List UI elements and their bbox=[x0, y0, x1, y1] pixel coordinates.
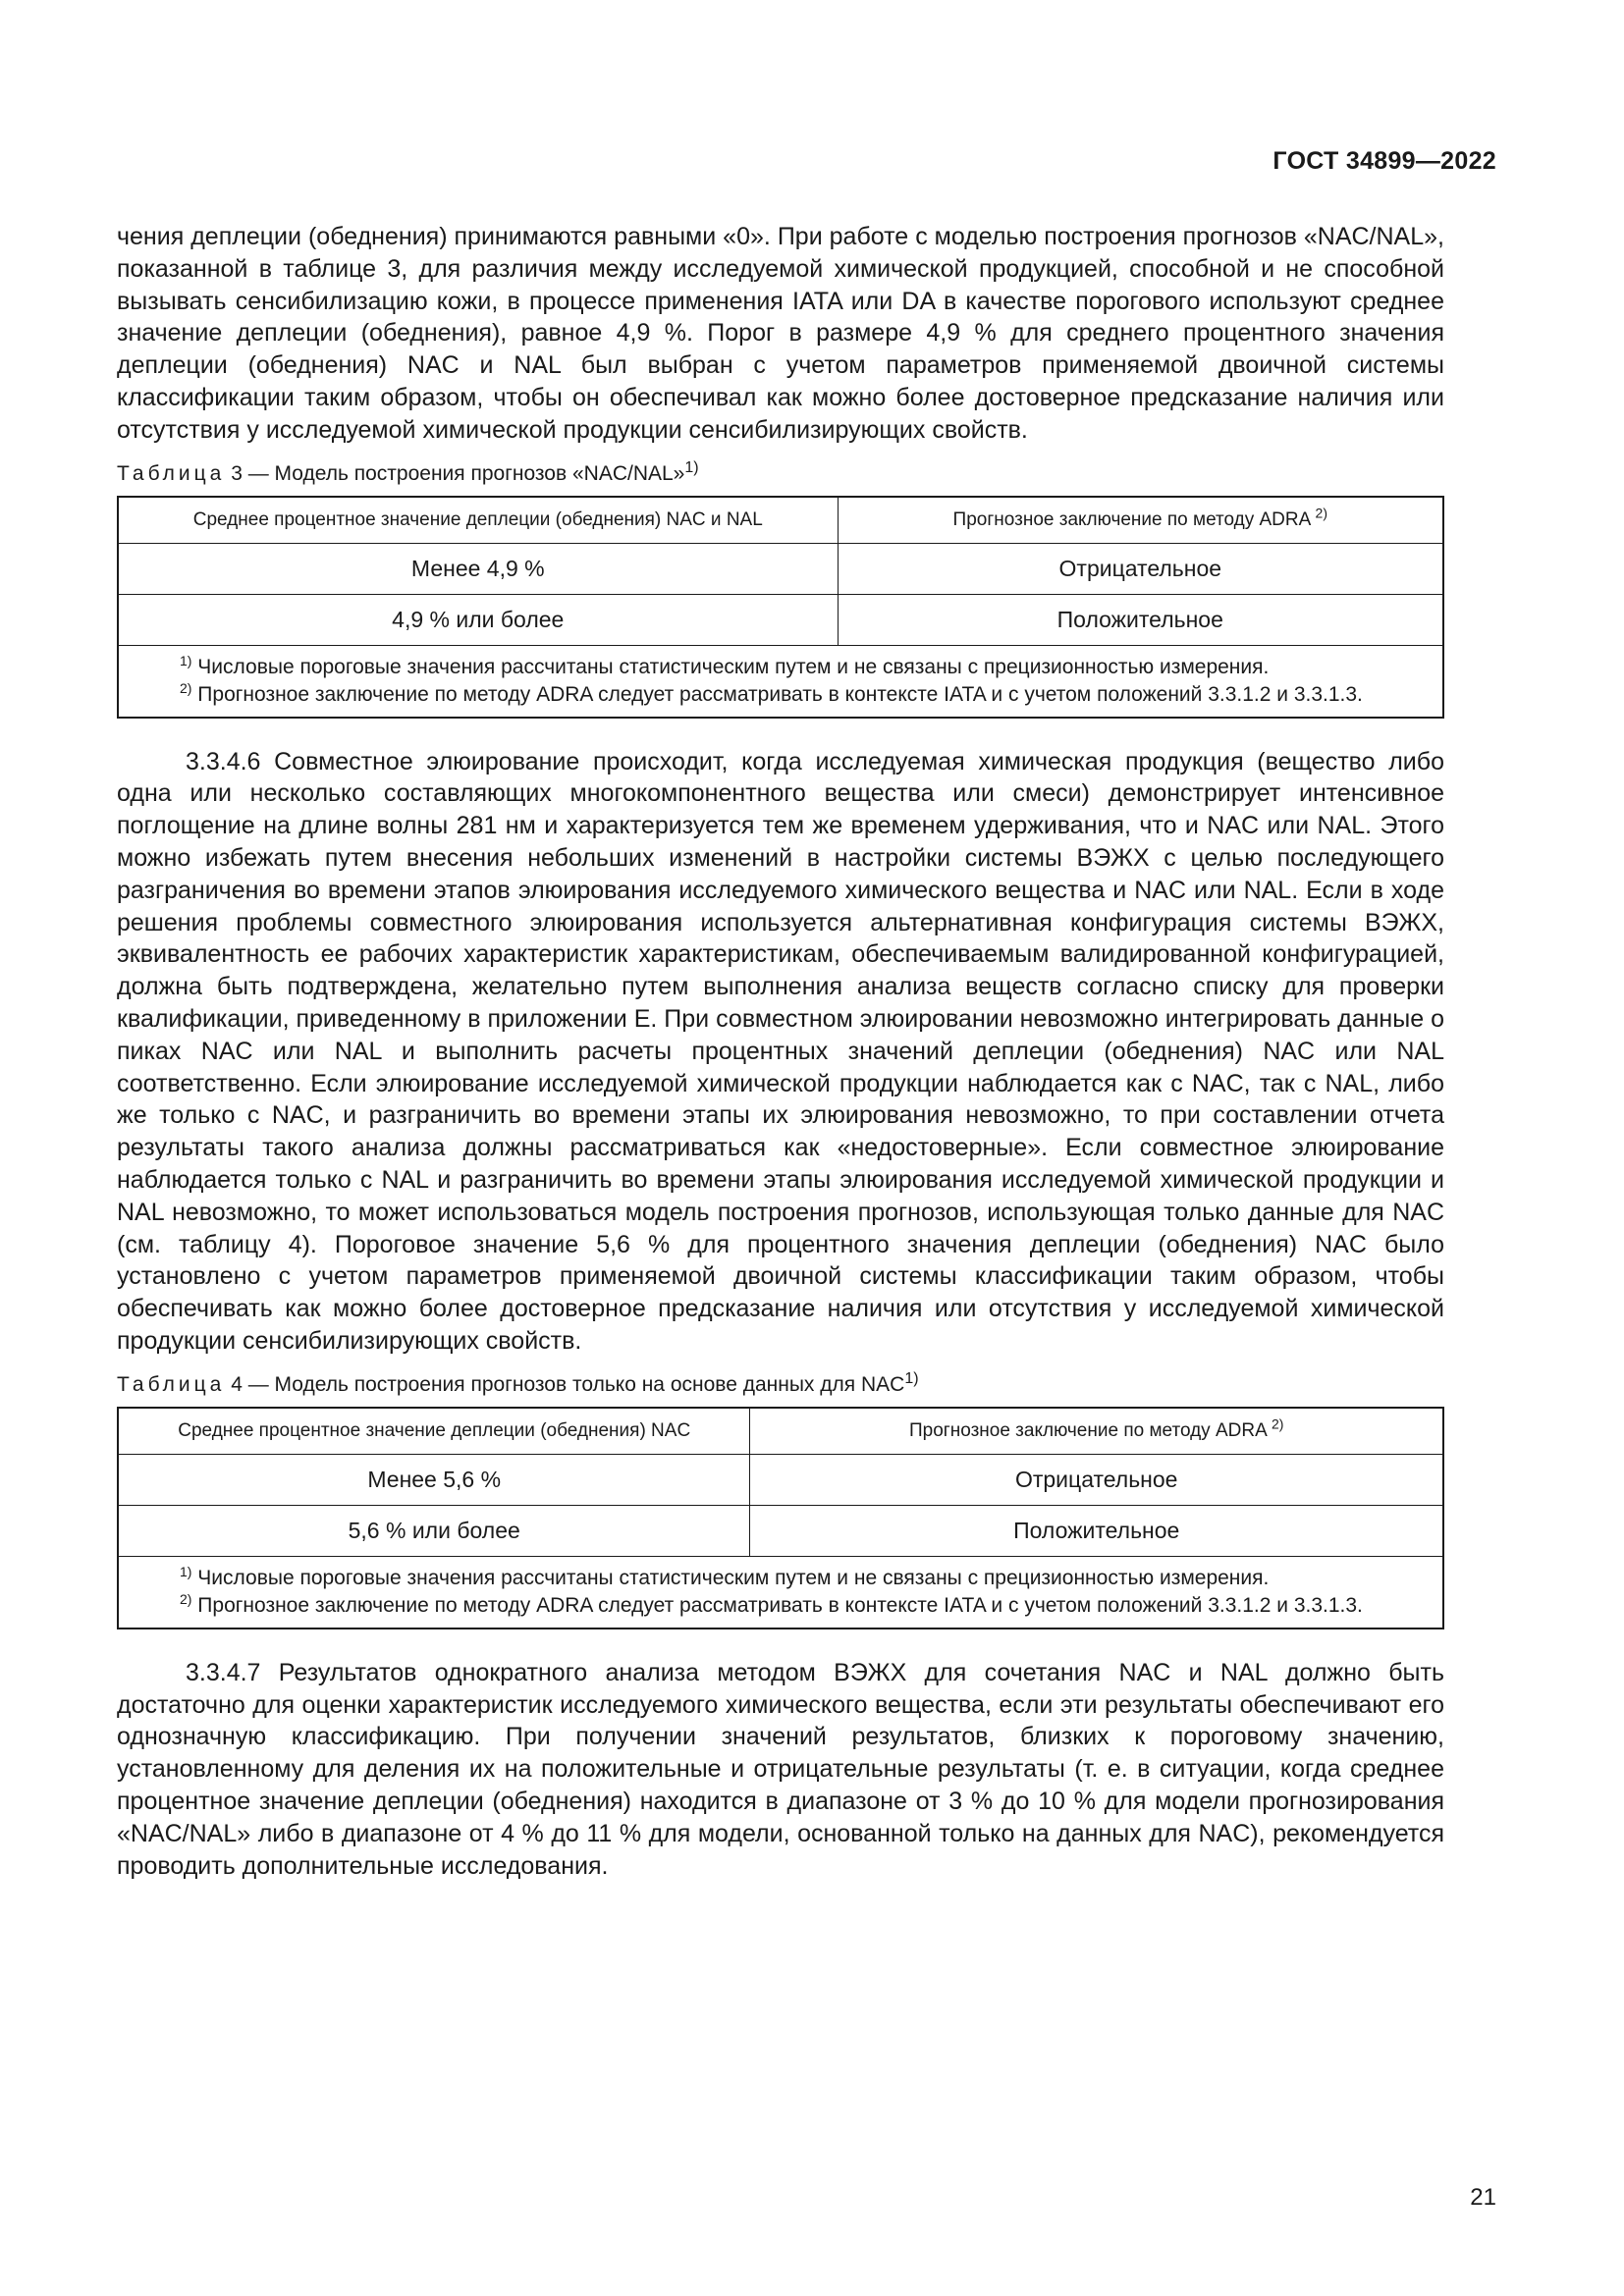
table-3-cell-result: Отрицательное bbox=[838, 543, 1443, 594]
table-4-cell-value: Менее 5,6 % bbox=[118, 1454, 750, 1505]
table-4-header-prediction: Прогнозное заключение по методу ADRA $^{2)}$ bbox=[750, 1408, 1443, 1455]
table-4-title: 4 — Модель построения прогнозов только на основе данных для NAC bbox=[231, 1372, 905, 1396]
table-3-header-row bbox=[118, 497, 1443, 544]
table-3-title: 3 — Модель построения прогнозов «NAC/NAL» bbox=[231, 461, 685, 485]
table-3-footnote-1: $^{1)}$ Числовые пороговые значения рассчитаны статистическим путем и не связаны с прецизионностью измерения. bbox=[180, 652, 1270, 678]
table-3-header-depletion: Среднее процентное значение деплеции (обеднения) NAC и NAL bbox=[118, 497, 838, 544]
table-4-cell-result: Отрицательное bbox=[750, 1454, 1443, 1505]
table-4-label: Таблица bbox=[117, 1372, 226, 1396]
table-4-footnote-2: $^{2)}$ Прогнозное заключение по методу ADRA следует рассматривать в контексте IATA и с учетом положений 3.3.1.2 и 3.3.1.3. bbox=[180, 1590, 1363, 1617]
page-content bbox=[117, 221, 1444, 1882]
table-4-cell-result: Положительное bbox=[750, 1505, 1443, 1556]
paragraph-depletion-threshold: чения деплеции (обеднения) принимаются равными «0». При работе с моделью построения прогнозов «NAC/NAL», показанной в таблице 3, для различия между исследуемой химической продукцией, способной и не способной вызывать сенсибилизацию кожи, в процессе применения IATA или DA в качестве порогового используют среднее значение деплеции (обеднения), равное 4,9 %. Порог в размере 4,9 % для среднего процентного значения деплеции (обеднения) NAC и NAL был выбран с учетом параметров применяемой двоичной системы классификации таким образом, чтобы он обеспечивал как можно более достоверное предсказание наличия или отсутствия у исследуемой химической продукции сенсибилизирующих свойств. bbox=[117, 223, 1444, 444]
table-3-title-footnote-mark: 1) bbox=[684, 458, 699, 476]
table-3-caption bbox=[117, 460, 1444, 488]
table-3-notes bbox=[118, 645, 1443, 718]
table-4-caption bbox=[117, 1371, 1444, 1399]
table-4-header-depletion: Среднее процентное значение деплеции (обеднения) NAC bbox=[118, 1408, 750, 1455]
table-4 bbox=[117, 1407, 1444, 1629]
table-row bbox=[118, 1454, 1443, 1505]
table-4-footnote-1: $^{1)}$ Числовые пороговые значения рассчитаны статистическим путем и не связаны с прецизионностью измерения. bbox=[180, 1563, 1270, 1589]
table-row bbox=[118, 594, 1443, 645]
document-header-standard: ГОСТ 34899—2022 bbox=[1272, 147, 1496, 175]
table-3-cell-value: 4,9 % или более bbox=[118, 594, 838, 645]
page-number: 21 bbox=[1470, 2184, 1496, 2211]
table-4-cell-value: 5,6 % или более bbox=[118, 1505, 750, 1556]
table-4-notes-row bbox=[118, 1556, 1443, 1629]
paragraph-3-3-4-7: 3.3.4.7 Результатов однократного анализа методом ВЭЖХ для сочетания NAC и NAL должно быть достаточно для оценки характеристик исследуемого химического вещества, если эти результаты обеспечивают его однозначную классификацию. При получении значений результатов, близких к пороговому значению, установленному для деления их на положительные и отрицательные результаты (т. е. в ситуации, когда среднее процентное значение деплеции (обеднения) находится в диапазоне от 3 % до 10 % для модели прогнозирования «NAC/NAL» либо в диапазоне от 4 % до 11 % для модели, основанной только на данных для NAC), рекомендуется проводить дополнительные исследования. bbox=[117, 1658, 1444, 1880]
table-3-cell-value: Менее 4,9 % bbox=[118, 543, 838, 594]
paragraph-3-3-4-6: 3.3.4.6 Совместное элюирование происходит, когда исследуемая химическая продукция (вещество либо одна или несколько составляющих многокомпонентного вещества или смеси) демонстрирует интенсивное поглощение на длине волны 281 нм и характеризуется тем же временем удерживания, что и NAC или NAL. Этого можно избежать путем внесения небольших изменений в настройки системы ВЭЖХ с целью последующего разграничения во времени этапов элюирования исследуемого химического вещества и NAC или NAL. Если в ходе решения проблемы совместного элюирования используется альтернативная конфигурация системы ВЭЖХ, эквивалентность ее рабочих характеристик характеристикам, обеспечиваемым валидированной конфигурацией, должна быть подтверждена, желательно путем выполнения анализа веществ согласно списку для проверки квалификации, приведенному в приложении Е. При совместном элюировании невозможно интегрировать данные о пиках NAC или NAL и выполнить расчеты процентных значений деплеции (обеднения) NAC или NAL соответственно. Если элюирование исследуемой химической продукции наблюдается как с NAC, так с NAL, либо же только с NAC, и разграничить во времени этапы их элюирования невозможно, то при составлении отчета результаты такого анализа должны рассматриваться как «недостоверные». Если совместное элюирование наблюдается только с NAL и разграничить во времени этапы элюирования исследуемой химической продукции и NAL невозможно, то может использоваться модель построения прогнозов, использующая только данные для NAC (см. таблицу 4). Пороговое значение 5,6 % для процентного значения деплеции (обеднения) NAC было установлено с учетом параметров применяемой двоичной системы классификации таким образом, чтобы обеспечивать как можно более достоверное предсказание наличия или отсутствия у исследуемой химической продукции сенсибилизирующих свойств. bbox=[117, 747, 1444, 1355]
table-3-header-prediction: Прогнозное заключение по методу ADRA $^{2)}$ bbox=[838, 497, 1443, 544]
table-3-cell-result: Положительное bbox=[838, 594, 1443, 645]
table-4-header-row bbox=[118, 1408, 1443, 1455]
table-row bbox=[118, 1505, 1443, 1556]
table-3-notes-row bbox=[118, 645, 1443, 718]
table-row bbox=[118, 543, 1443, 594]
table-4-title-footnote-mark: 1) bbox=[904, 1369, 919, 1387]
table-3-footnote-2: $^{2)}$ Прогнозное заключение по методу ADRA следует рассматривать в контексте IATA и с учетом положений 3.3.1.2 и 3.3.1.3. bbox=[180, 679, 1363, 706]
table-3 bbox=[117, 496, 1444, 719]
table-3-label: Таблица bbox=[117, 461, 226, 485]
table-4-notes bbox=[118, 1556, 1443, 1629]
